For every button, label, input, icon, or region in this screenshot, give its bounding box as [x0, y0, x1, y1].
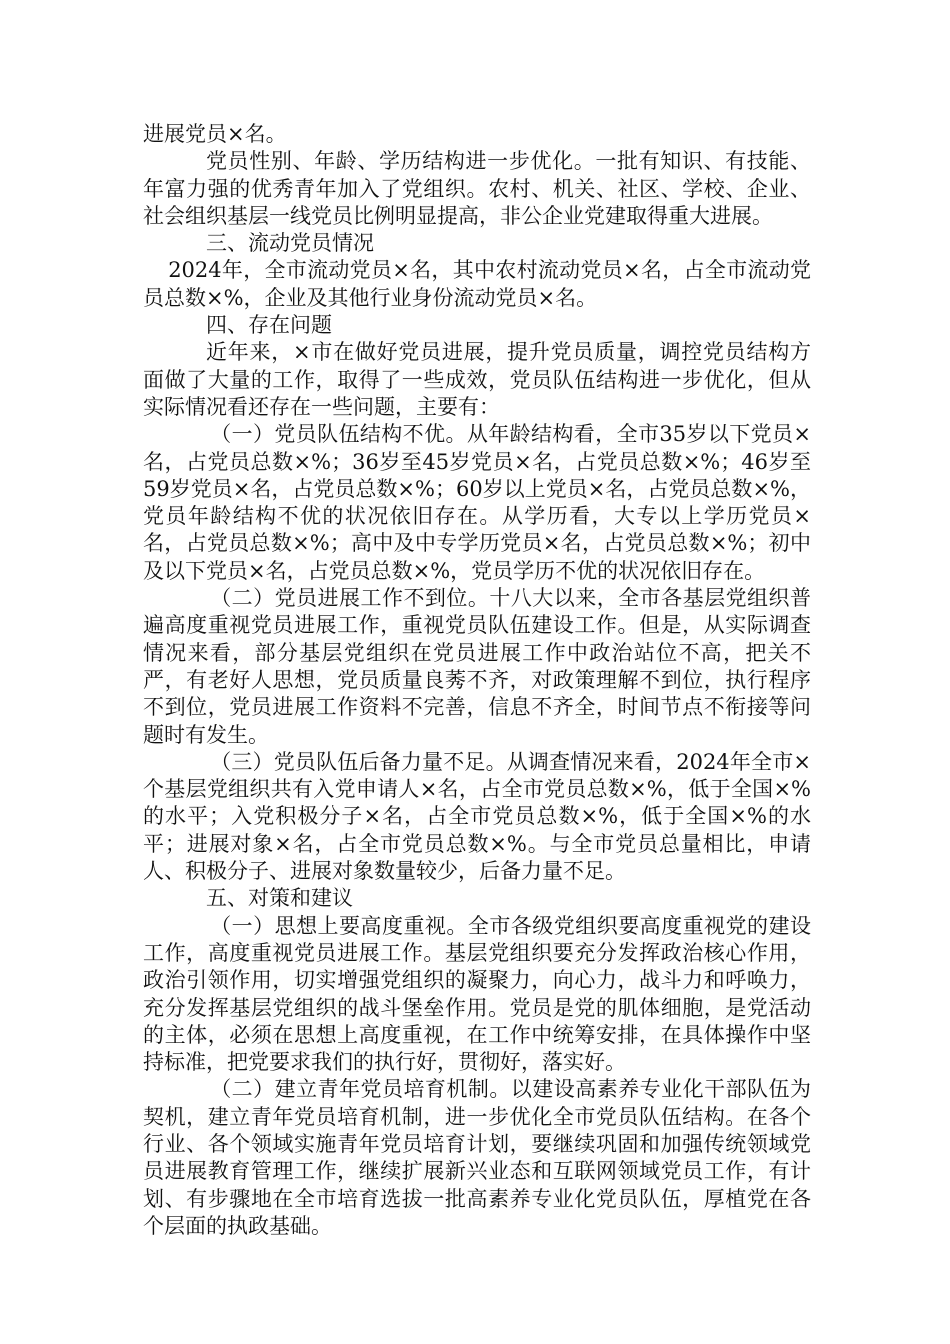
section-heading-5: 五、对策和建议	[206, 886, 353, 911]
paragraph-continuation: 进展党员×名。	[143, 122, 287, 146]
paragraph-mobile-members: 2024年，全市流动党员×名，其中农村流动党员×名，占全市流动党员总数×%，企业及其他行业身份流动党员×名。	[143, 258, 811, 310]
paragraph-suggestion-1: （一）思想上要高度重视。全市各级党组织要高度重视党的建设工作，高度重视党员进展工作。基层党组织要充分发挥政治核心作用，政治引领作用，切实增强党组织的凝聚力，向心力，战斗力和呼唤力，充分发挥基层党组织的战斗堡垒作用。党员是党的肌体细胞，是党活动的主体，必须在思想上高度重视，在工作中统筹安排，在具体操作中坚持标准，把党要求我们的执行好，贯彻好，落实好。	[143, 913, 811, 1075]
section-heading-3: 三、流动党员情况	[206, 231, 374, 256]
document-body	[143, 121, 811, 1240]
paragraph-suggestion-2: （二）建立青年党员培育机制。以建设高素养专业化干部队伍为契机，建立青年党员培育机制，进一步优化全市党员队伍结构。在各个行业、各个领域实施青年党员培育计划，要继续巩固和加强传统领域党员进展教育管理工作，继续扩展新兴业态和互联网领域党员工作，有计划、有步骤地在全市培育选拔一批高素养专业化党员队伍，厚植党在各个层面的执政基础。	[143, 1077, 811, 1238]
section-heading-4: 四、存在问题	[206, 313, 332, 338]
paragraph-problem-3: （三）党员队伍后备力量不足。从调查情况来看，2024年全市×个基层党组织共有入党申请人×名，占全市党员总数×%，低于全国×%的水平；入党积极分子×名，占全市党员总数×%，低于全国×%的水平；进展对象×名，占全市党员总数×%。与全市党员总量相比，申请人、积极分子、进展对象数量较少，后备力量不足。	[143, 749, 811, 884]
paragraph-problem-2: （二）党员进展工作不到位。十八大以来，全市各基层党组织普遍高度重视党员进展工作，重视党员队伍建设工作。但是，从实际调查情况来看，部分基层党组织在党员进展工作中政治站位不高，把关不严，有老好人思想，党员质量良莠不齐，对政策理解不到位，执行程序不到位，党员进展工作资料不完善，信息不齐全，时间节点不衔接等问题时有发生。	[143, 586, 811, 747]
paragraph-problems-intro: 近年来，×市在做好党员进展，提升党员质量，调控党员结构方面做了大量的工作，取得了一些成效，党员队伍结构进一步优化，但从实际情况看还存在一些问题，主要有：	[143, 340, 811, 419]
paragraph-problem-1: （一）党员队伍结构不优。从年龄结构看，全市35岁以下党员×名，占党员总数×%；36岁至45岁党员×名，占党员总数×%；46岁至59岁党员×名，占党员总数×%；60岁以上党员×名，占党员总数×%，党员年龄结构不优的状况依旧存在。从学历看，大专以上学历党员×名，占党员总数×%；高中及中专学历党员×名，占党员总数×%；初中及以下党员×名，占党员总数×%，党员学历不优的状况依旧存在。	[143, 422, 811, 583]
paragraph-member-structure: 党员性别、年龄、学历结构进一步优化。一批有知识、有技能、年富力强的优秀青年加入了党组织。农村、机关、社区、学校、企业、社会组织基层一线党员比例明显提高，非公企业党建取得重大进展。	[143, 149, 811, 228]
